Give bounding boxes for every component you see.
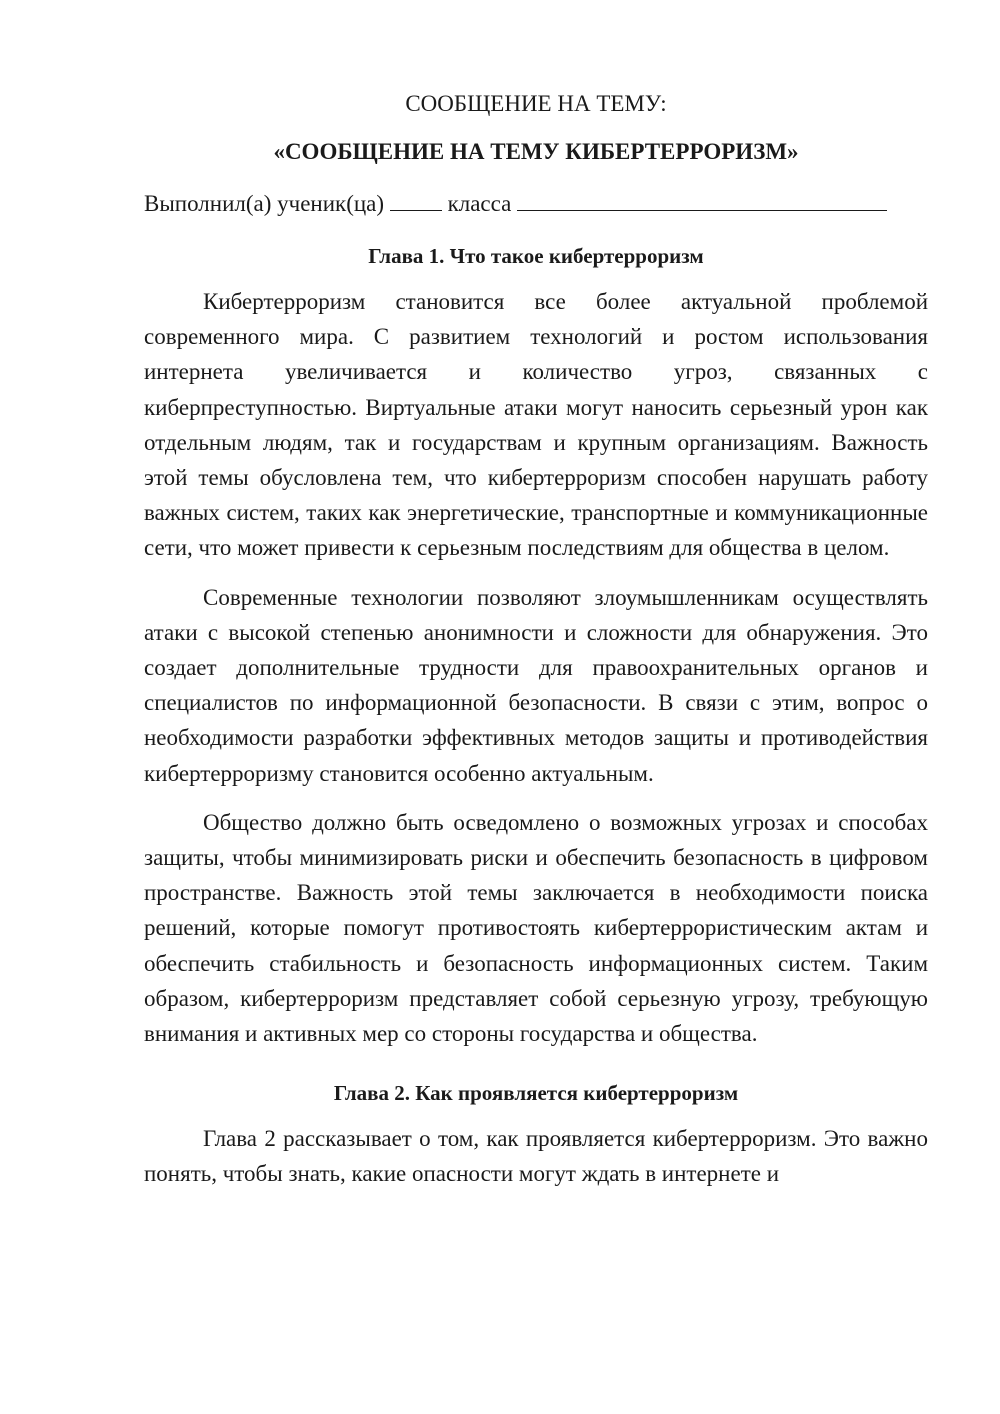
document-page: [144, 88, 928, 1192]
chapter-paragraph: Современные технологии позволяют злоумышленникам осуществлять атаки с высокой степенью анонимности и сложности для обнаружения. Это создает дополнительные трудности для правоохранительных органов и специалистов по информационной безопасности. В связи с этим, вопрос о необходимости разработки эффективных методов защиты и противодействия кибертерроризму становится особенно актуальным.: [144, 584, 928, 786]
chapter-heading: Глава 2. Как проявляется кибертерроризм: [333, 1081, 739, 1106]
chapter-paragraph: Общество должно быть осведомлено о возможных угрозах и способах защиты, чтобы минимизировать риски и обеспечить безопасность в цифровом пространстве. Важность этой темы заключается в необходимости поиска решений, которые помогут противостоять кибертеррористическим актам и обеспечить стабильность и безопасность информационных систем. Таким образом, кибертерроризм представляет собой серьезную угрозу, требующую внимания и активных мер со стороны государства и общества.: [144, 809, 928, 1047]
signature-middle: класса: [447, 191, 512, 216]
signature-prefix: Выполнил(а) ученик(ца): [144, 191, 385, 216]
student-name-blank: [517, 190, 887, 211]
signature-line: [144, 188, 928, 220]
document-title: СООБЩЕНИЕ НА ТЕМУ:: [405, 91, 667, 116]
chapter-heading: Глава 1. Что такое кибертерроризм: [368, 244, 704, 268]
document-subtitle: «СООБЩЕНИЕ НА ТЕМУ КИБЕРТЕРРОРИЗМ»: [273, 139, 799, 164]
class-number-blank: [390, 190, 442, 211]
chapter-paragraph: Кибертерроризм становится все более актуальной проблемой современного мира. С развитием технологий и ростом использования интернета увеличивается и количество угроз, связанных с киберпреступностью. Виртуальные атаки могут наносить серьезный урон как отдельным людям, так и государствам и крупным организациям. Важность этой темы обусловлена тем, что кибертерроризм способен нарушать работу важных систем, таких как энергетические, транспортные и коммуникационные сети, что может привести к серьезным последствиям для общества в целом.: [144, 289, 928, 561]
chapter-paragraph: Глава 2 рассказывает о том, как проявляется кибертерроризм. Это важно понять, чтобы знать, какие опасности могут ждать в интернете и: [144, 1126, 928, 1187]
